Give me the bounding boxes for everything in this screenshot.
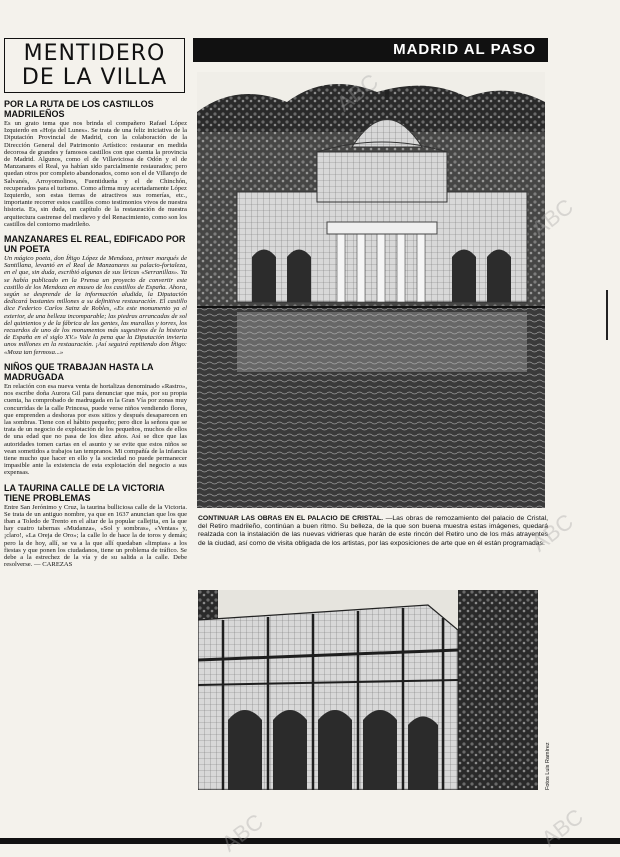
watermark: ABC <box>526 508 578 557</box>
section-body: En relación con esa nueva venta de hortalizas denominado «Rastro», nos escribe doña Aurora Gil para denunciar que más, por su propia cuenta, ha comprobado de madrugada en la Gran Vía por zonas muy concurridas de la calle Princesa, puede verse niños vendiendo flores, que emprenden a deshoras por esos sitios y después desaparecen en las sombras. Tiene con el hábito pequeño; pero dice la señora que se trata de un negocio de explotación de los pequeños, muchos de ellos de una edad que no pasa de los diez años. Así se dice que las autoridades tomen cartas en el asunto y se evite que estos niños se vean sometidos a trabajos tan tempranos. Mi compañía de la infancia tiene mucho que hacer en ello y la sociedad no puede permanecer impasible ante la existencia de esta explotación del negocio a sus expensas. <box>4 382 187 477</box>
column-title-line1: MENTIDERO <box>23 41 166 66</box>
left-column <box>4 38 187 828</box>
palace-photo-detail <box>198 590 538 790</box>
section-body: Entre San Jerónimo y Cruz, la taurina bulliciosa calle de la Victoria. Se trata de un antiguo nombre, ya que en 1637 anuncian que los que iban a Toledo de Trento en el altar de la popular callejita, en la que hay cuatro tabernas «Mudanza», «Sol y sombras», «Ventas» y, ¡claro!, «La Oreja de Oro»; la calle lo de hace la de toros y demás; pero la de hoy, allí, se va a la que allí quedaban «limpias» a los fiestas y que ponen los ciudadanos, tiene un problema de tráfico. Se debe a la estrechez de la vía y de su salida a la calle. Debe resolverse. — CAREZAS <box>4 503 187 569</box>
article-section <box>4 362 187 477</box>
column-title-box <box>4 38 185 93</box>
photo-credit: Fotos Luis Ramírez <box>545 742 551 790</box>
watermark: ABC <box>536 803 588 852</box>
column-title-line2: DE LA VILLA <box>21 65 168 90</box>
section-heading: POR LA RUTA DE LOS CASTILLOS MADRILEÑOS <box>4 99 154 119</box>
photo-caption <box>198 515 548 548</box>
section-title: MADRID AL PASO <box>393 41 536 58</box>
section-heading: LA TAURINA CALLE DE LA VICTORIA TIENE PROBLEMAS <box>4 482 165 503</box>
article-section <box>4 483 187 569</box>
section-body: Es un grato tema que nos brinda el compañero Rafael López Izquierdo en «Hoja del Lunes». Se trata de una feliz iniciativa de la Diputación Provincial de Madrid, con la colaboración de la Dirección General del Patrimonio Artístico: restaurar en medida decorosa de grandes y famosos castillos con que cuenta la provincia de Madrid. Algunos, como el de Villaviciosa de Odón y el de Manzanares el Real, ya habían sido parcialmente restaurados; pero quedan otros por completo abandonados, como son el de Villarejo de Salvanés, Arroyomolinos, Fuentidueña y el de Chinchón, recuperados para el turismo. Como afirma muy acertadamente López Izquierdo, son estas tierras de atractivos sus romerías, etc., importante recorrer estos castillos como testimonios vivos de nuestra historia. Es, sin duda, un capítulo de la restauración de nuestra arquitectura castrense del medievo y del Renacimiento, como son los castillos del contorno madrileño. <box>4 120 187 228</box>
caption-lead: CONTINUAR LAS OBRAS EN EL PALACIO DE CRISTAL. <box>198 515 384 522</box>
watermark: ABC <box>216 808 268 857</box>
palace-photo-main <box>197 72 545 508</box>
article-section <box>4 99 187 228</box>
section-header-bar <box>193 38 548 62</box>
bottom-rule <box>0 838 620 844</box>
section-heading: MANZANARES EL REAL, EDIFICADO POR UN POETA <box>4 234 186 255</box>
watermark: ABC <box>331 68 383 117</box>
caption-text: —Las obras de remozamiento del palacio de Cristal, del Retiro madrileño, continúan a buen ritmo. Su belleza, de la que son buena muestra estas imágenes, quedará realzada con la instalación de las nuevas vidrieras que harán de este rincón del Retiro uno de los más atrayentes de la ciudad, así como de visita obligada de los artistas, por las exposiciones de arte que en él están programadas. <box>198 515 549 547</box>
section-heading: NIÑOS QUE TRABAJAN HASTA LA MADRUGADA <box>4 361 154 382</box>
watermark: ABC <box>526 193 578 242</box>
article-section <box>4 234 187 356</box>
edge-rule <box>606 290 608 340</box>
section-body: Un mágico poeta, don Íñigo López de Mendoza, primer marqués de Santillana, levantó en el Real de Manzanares su palacio-fortaleza, en el que, sin duda, escribió algunas de sus líricas «Serranillas». Ya se había publicado en la Prensa un proyecto de convertir este castillo de los Mendoza en museo de los castillos de España. Ahora, según se desprende de la información aludida, la Diputación dedicará bastantes millones a su definitiva restauración. El castillo dice Federico Carlos Sainz de Robles, «Es este monumento ya el exterior, de una belleza incomparable; las piedras arrancadas de sol del quinientos y de la fábrica de las gentes, las murallas y torres, los recuerdos de uno de los monumentos más sugestivos de la historia de España en el siglo XV.» Vale la pena que la Diputación invierta unos millones en la restauración. ¡Así seguirá repitiendo don Íñigo: «Moza tan fermosa...» <box>4 255 187 356</box>
